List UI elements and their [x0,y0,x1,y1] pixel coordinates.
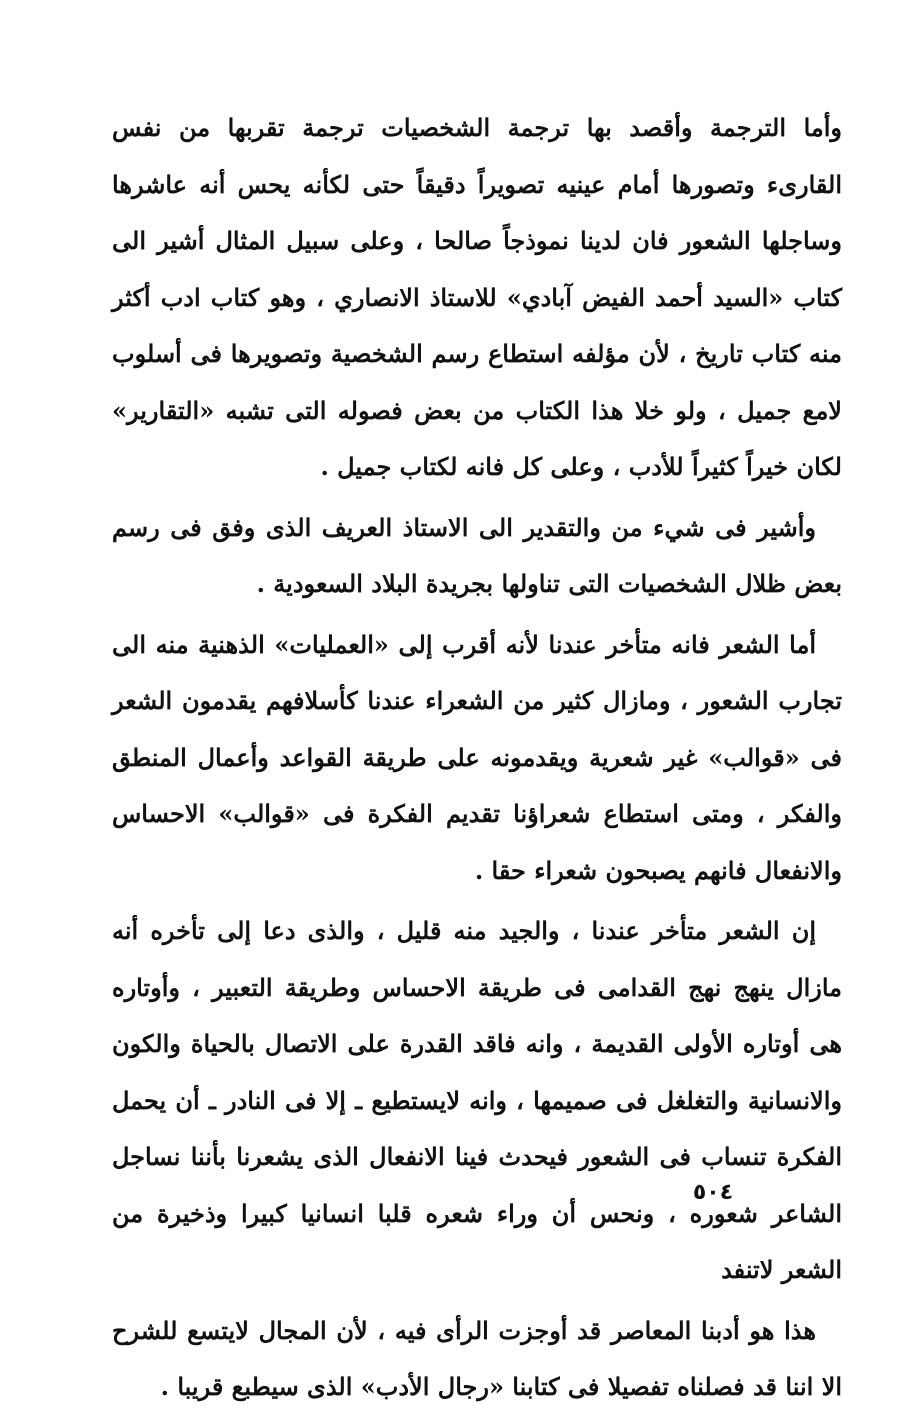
paragraph-poetry-reasons: إن الشعر متأخر عندنا ، والجيد منه قليل ، والذى دعا إلى تأخره أنه مازال ينهج نهج القدامى فى طريقة الاحساس وطريقة التعبير ، وأوتاره هى أوتاره الأولى القديمة ، وانه فاقد القدرة على الاتصال بالحياة والكون والانسانية والتغلغل فى صميمها ، وانه لايستطيع ـ إلا فى النادر ـ أن يحمل الفكرة تنساب فى الشعور فيحدث فينا الانفعال الذى يشعرنا بأننا نساجل الشاعر شعوره ، ونحس أن وراء شعره قلبا انسانيا كبيرا وذخيرة من الشعر لاتنفد [112,916,842,1284]
paragraph-translation: وأما الترجمة وأقصد بها ترجمة الشخصيات ترجمة تقربها من نفس القارىء وتصورها أمام عينيه تصويراً دقيقاً حتى لكأنه يحس أنه عاشرها وساجلها الشعور فان لدينا نموذجاً صالحا ، وعلى سبيل المثال أشير الى كتاب «السيد أحمد الفيض آبادي» للاستاذ الانصاري ، وهو كتاب ادب أكثر منه كتاب تاريخ ، لأن مؤلفه استطاع رسم الشخصية وتصويرها فى أسلوب لامع جميل ، ولو خلا هذا الكتاب من بعض فصوله التى تشبه «التقارير» لكان خيراً كثيراً للأدب ، وعلى كل فانه لكتاب جميل . [112,113,843,481]
body-text [112,100,842,1420]
paragraph-conclusion: هذا هو أدبنا المعاصر قد أوجزت الرأى فيه ، لأن المجال لايتسع للشرح الا اننا قد فصلناه تفصيلا فى كتابنا «رجال الأدب» الذى سيطبع قريبا . [112,1315,842,1401]
paragraph-poetry-late: أما الشعر فانه متأخر عندنا لأنه أقرب إلى «العمليات» الذهنية منه الى تجارب الشعور ، ومازال كثير من الشعراء عندنا كأسلافهم يقدمون الشعر فى «قوالب» غير شعرية ويقدمونه على طريقة القواعد وأعمال المنطق والفكر ، ومتى استطاع شعراؤنا تقديم الفكرة فى «قوالب» الاحساس والانفعال فانهم يصبحون شعراء حقا . [112,629,842,885]
page-number: ٥٠٤ [692,1180,734,1205]
paragraph-al-arif: وأشير فى شيء من والتقدير الى الاستاذ العريف الذى وفق فى رسم بعض ظلال الشخصيات التى تناولها بجريدة البلاد السعودية . [112,512,842,598]
